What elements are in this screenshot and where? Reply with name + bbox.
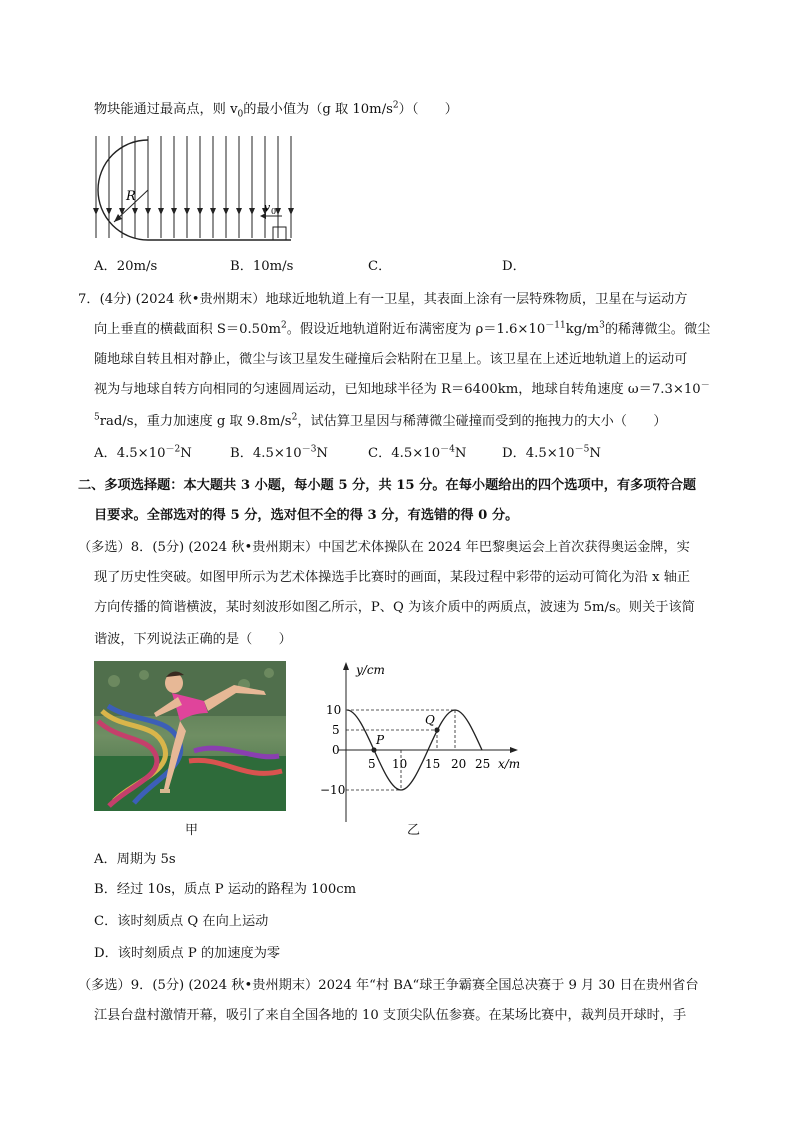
point-p-label: P (376, 733, 385, 747)
q8-line-1: （多选）8．(5分) (2024 秋•贵州期末）中国艺术体操队在 2024 年巴黎奥运会上首次获得奥运金牌，实 (78, 540, 690, 555)
ytick-neg10: −10 (320, 783, 346, 797)
q8-caption-left: 甲 (185, 823, 199, 838)
q6-velocity-label: v (264, 201, 271, 214)
point-p (371, 747, 376, 752)
q7-line-3: 随地球自转且相对静止，微尘与该卫星发生碰撞后会粘附在卫星上。该卫星在上述近地轨道上的运动可 (94, 352, 688, 367)
xtick-20: 20 (451, 757, 467, 771)
q7-line-4: 视为与地球自转方向相同的匀速圆周运动，已知地球半径为 R＝6400km，地球自转角速度 ω＝7.3×10－ (94, 380, 710, 397)
q9-line-1: （多选）9．(5分) (2024 秋•贵州期末）2024 年“村 BA“球王争霸赛全国总决赛于 9 月 30 日在贵州省台 (78, 978, 699, 993)
q6-stem-tail: 物块能通过最高点，则 $v_0$的最小值为（g 取 $10m/s^2$）（ ） (94, 100, 458, 120)
q6-radius-label: R (126, 189, 136, 204)
point-q (434, 727, 439, 732)
section2-heading-1: 二、多项选择题：本大题共 3 小题，每小题 5 分，共 15 分。在每小题给出的四个选项中，有多项符合题 (78, 478, 697, 493)
q7-line-2: 向上垂直的横截面积 $S=0.50m^2$。假设近地轨道附近布满密度为 $\rho=1.6\times 10^{-11}kg/m^3$的稀薄微尘。微尘 (94, 320, 711, 337)
q8-option-d[interactable]: D．该时刻质点 P 的加速度为零 (94, 946, 281, 961)
q8-caption-right: 乙 (407, 823, 421, 838)
svg-text:0: 0 (271, 207, 277, 216)
q8-wave-graph (318, 660, 530, 830)
section2-heading-2: 目要求。全部选对的得 5 分，选对但不全的得 3 分，有选错的得 0 分。 (94, 508, 519, 523)
q7-line-1: 7．(4分) (2024 秋•贵州期末）地球近地轨道上有一卫星，其表面上涂有一层特殊物质，卫星在与运动方 (78, 292, 688, 307)
xtick-10: 10 (392, 757, 408, 771)
y-axis-label: y/cm (356, 663, 385, 677)
q9-line-2: 江县台盘村激情开幕，吸引了来自全国各地的 10 支顶尖队伍参赛。在某场比赛中，裁判员开球时，手 (94, 1008, 687, 1023)
ytick-10: 10 (326, 703, 342, 717)
ytick-0: 0 (332, 743, 340, 757)
q8-line-4: 谐波，下列说法正确的是（ ） (94, 632, 292, 647)
q6-option-a[interactable]: A．20m/s (94, 259, 158, 274)
q6-figure (92, 134, 304, 244)
ytick-5: 5 (332, 723, 340, 737)
x-axis-label: x/m (498, 757, 521, 771)
q8-line-3: 方向传播的简谐横波，某时刻波形如图乙所示，P、Q 为该介质中的两质点，波速为 5m/s。则关于该简 (94, 600, 695, 615)
xtick-5: 5 (368, 757, 376, 771)
xtick-15: 15 (425, 757, 441, 771)
q6-option-c[interactable]: C． (368, 259, 392, 274)
xtick-25: 25 (475, 757, 491, 771)
q6-option-d[interactable]: D． (502, 259, 526, 274)
q7-option-b[interactable]: B．$4.5\times 10^{-3}N$ (230, 444, 328, 461)
q8-option-b[interactable]: B．经过 10s，质点 P 运动的路程为 100cm (94, 882, 357, 897)
q7-option-c[interactable]: C．$4.5\times 10^{-4}N$ (368, 444, 467, 461)
q6-option-b[interactable]: B．10m/s (230, 259, 294, 274)
q8-option-a[interactable]: A．周期为 5s (94, 852, 176, 867)
point-q-label: Q (425, 713, 435, 727)
q7-option-a[interactable]: A．$4.5\times 10^{-2}N$ (94, 444, 192, 461)
q7-option-d[interactable]: D．$4.5\times 10^{-5}N$ (502, 444, 601, 461)
q8-line-2: 现了历史性突破。如图甲所示为艺术体操选手比赛时的画面，某段过程中彩带的运动可简化为沿 x 轴正 (94, 570, 691, 585)
q7-line-5: $^5$rad/s，重力加速度 g 取 $9.8m/s^2$，试估算卫星因与稀薄微尘碰撞而受到的拖拽力的大小（ ） (94, 412, 667, 429)
q8-photo-gymnast (94, 661, 286, 811)
q8-option-c[interactable]: C．该时刻质点 Q 在向上运动 (94, 914, 269, 929)
